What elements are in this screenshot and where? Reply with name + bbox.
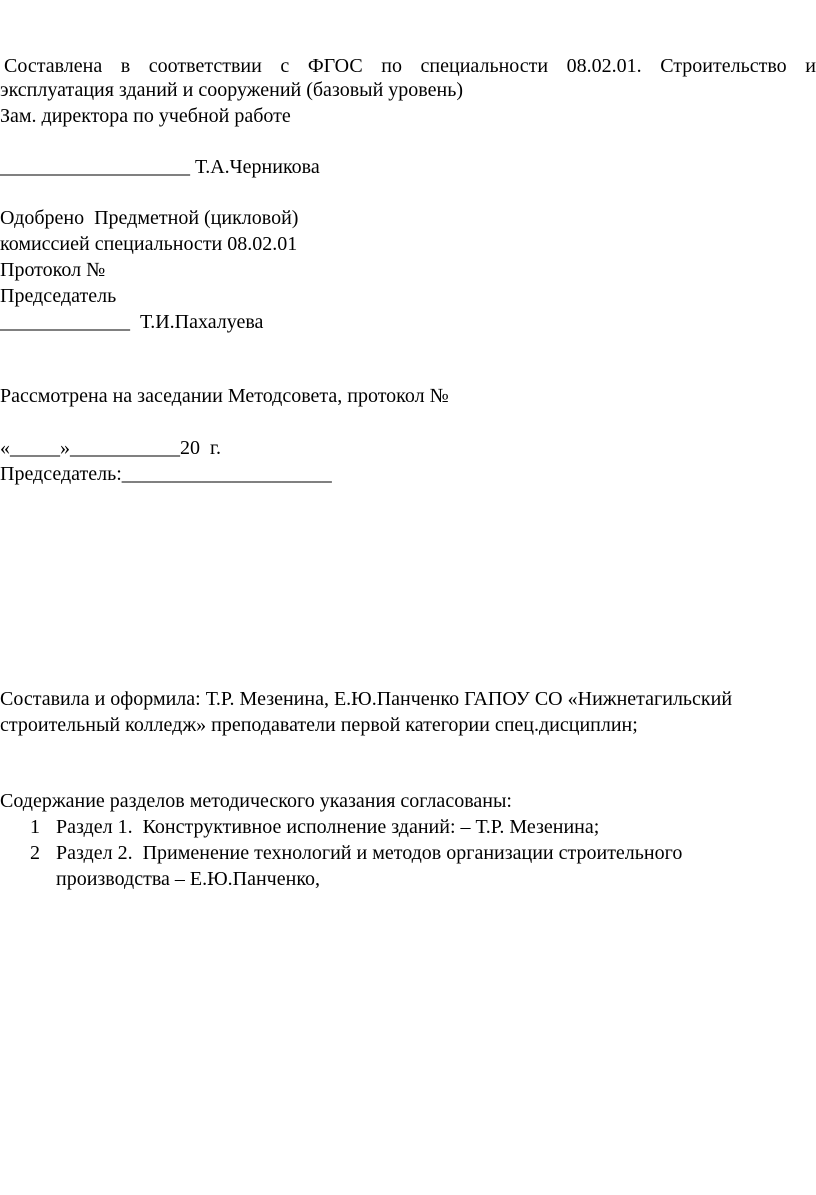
intro-line-2: эксплуатация зданий и сооружений (базовый уровень): [0, 79, 463, 101]
intro-line-1: [0, 54, 816, 78]
contents-heading: Содержание разделов методического указания согласованы:: [0, 790, 512, 812]
intro-word: по: [381, 55, 402, 77]
list-item-text: Раздел 1. Конструктивное исполнение зданий: – Т.Р. Мезенина;: [56, 816, 600, 838]
list-item-number: 1: [30, 816, 40, 838]
deputy-signature: ___________________ Т.А.Черникова: [0, 156, 320, 178]
list-item-text-continuation: производства – Е.Ю.Панченко,: [56, 868, 321, 890]
intro-word: с: [280, 55, 290, 77]
list-item-text: Раздел 2. Применение технологий и методов организации строительного: [56, 842, 683, 864]
deputy-title: Зам. директора по учебной работе: [0, 105, 291, 127]
intro-word: и: [805, 55, 816, 77]
intro-word: Составлена: [4, 55, 103, 77]
methodsovet-chair: Председатель:_____________________: [0, 463, 332, 485]
intro-word: Строительство: [660, 55, 787, 77]
commission-chair-label: Председатель: [0, 285, 117, 307]
intro-word: соответствии: [148, 55, 262, 77]
methodsovet-line: Рассмотрена на заседании Методсовета, протокол №: [0, 385, 449, 407]
intro-word: ФГОС: [307, 55, 363, 77]
list-item-number: 2: [30, 842, 40, 864]
intro-word: в: [120, 55, 131, 77]
commission-chair-signature: _____________ Т.И.Пахалуева: [0, 311, 264, 333]
authors-line-1: Составила и оформила: Т.Р. Мезенина, Е.Ю.Панченко ГАПОУ СО «Нижнетагильский: [0, 688, 733, 710]
authors-line-2: строительный колледж» преподаватели первой категории спец.дисциплин;: [0, 714, 638, 736]
commission-protocol: Протокол №: [0, 259, 106, 281]
methodsovet-date: «_____»___________20 г.: [0, 437, 221, 459]
commission-specialty: комиссией специальности 08.02.01: [0, 233, 298, 255]
commission-approval: Одобрено Предметной (цикловой): [0, 207, 299, 229]
intro-word: специальности: [420, 55, 549, 77]
intro-word: 08.02.01.: [566, 55, 642, 77]
